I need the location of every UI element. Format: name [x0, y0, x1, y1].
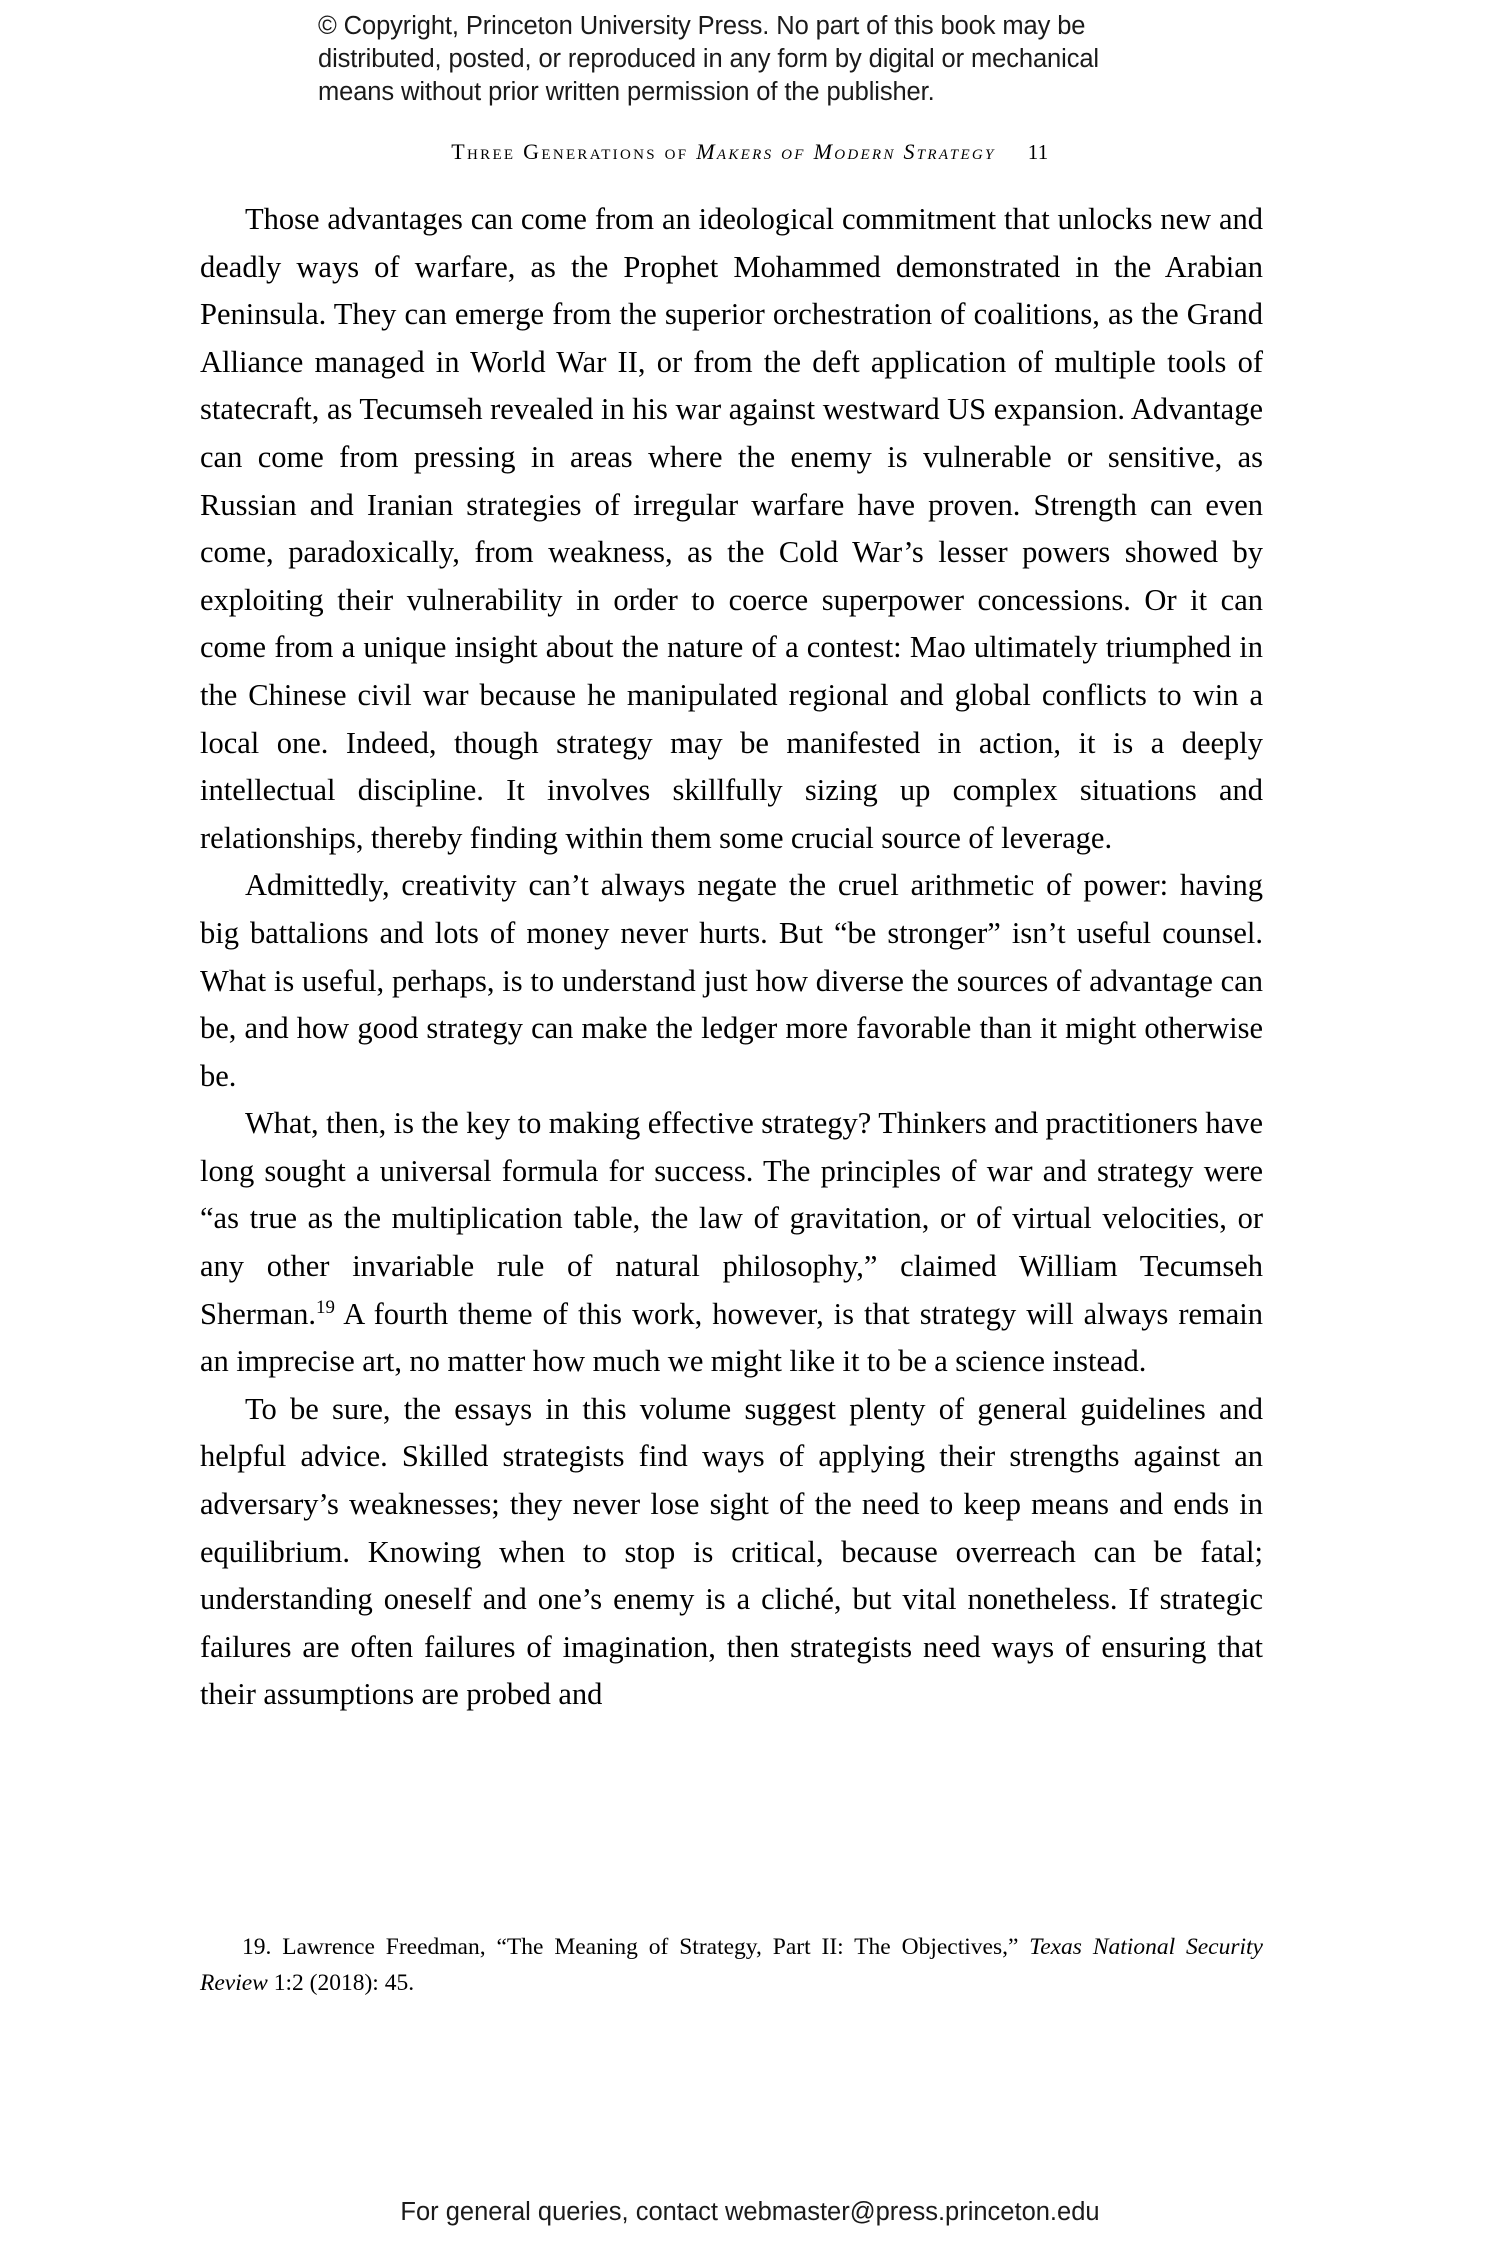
copyright-line-1: © Copyright, Princeton University Press. No part of this book may be [318, 12, 1086, 40]
footnote-number: 19. [242, 1934, 272, 1960]
copyright-line-2: distributed, posted, or reproduced in any form by digital or mechanical [318, 45, 1099, 73]
footnote-journal-title: Texas National Security Review [200, 1934, 1263, 1996]
paragraph-4: To be sure, the essays in this volume suggest plenty of general guidelines and helpful advice. Skilled strategists find ways of applying their strengths against an adversary’s weaknesses; they never lose sight of the need to keep means and ends in equilibrium. Knowing when to stop is critical, because overreach can be fatal; understanding oneself and one’s enemy is a cliché, but vital nonetheless. If strategic failures are often failures of imagination, then strategists need ways of ensuring that their assumptions are probed and [200, 1391, 1263, 1712]
footnote-19 [200, 1929, 1263, 2001]
running-head [0, 139, 1500, 165]
footnote-reference-19[interactable]: 19 [316, 1296, 335, 1318]
footnote-area [200, 1929, 1263, 2001]
paragraph-3-text-after-ref: A fourth theme of this work, however, is that strategy will always remain an imprecise art, no matter how much we might like it to be a science instead. [200, 1296, 1263, 1379]
running-head-roman: Three Generations of [451, 139, 697, 164]
paragraph-1: Those advantages can come from an ideological commitment that unlocks new and deadly ways of warfare, as the Prophet Mohammed demonstrated in the Arabian Peninsula. They can emerge from the superior orchestration of coalitions, as the Grand Alliance managed in World War II, or from the deft application of multiple tools of statecraft, as Tecumseh revealed in his war against westward US expansion. Advantage can come from pressing in areas where the enemy is vulnerable or sensitive, as Russian and Iranian strategies of irregular warfare have proven. Strength can even come, paradoxically, from weakness, as the Cold War’s lesser powers showed by exploiting their vulnerability in order to coerce superpower concessions. Or it can come from a unique insight about the nature of a contest: Mao ultimately triumphed in the Chinese civil war because he manipulated regional and global conflicts to win a local one. Indeed, though strategy may be manifested in action, it is a deeply intellectual discipline. It involves skillfully sizing up complex situations and relationships, thereby finding within them some crucial source of leverage. [200, 202, 1263, 855]
copyright-line-3: means without prior written permission of the publisher. [318, 78, 935, 106]
paragraph-2: Admittedly, creativity can’t always negate the cruel arithmetic of power: having big battalions and lots of money never hurts. But “be stronger” isn’t useful counsel. What is useful, perhaps, is to understand just how diverse the sources of advantage can be, and how good strategy can make the ledger more favorable than it might otherwise be. [200, 868, 1263, 1093]
footnote-text-after-title: 1:2 (2018): 45. [267, 1970, 415, 1996]
page-footer-text: For general queries, contact webmaster@press.princeton.edu [400, 2198, 1100, 2226]
paragraph-3-text-before-ref: What, then, is the key to making effective strategy? Thinkers and practitioners have long sought a universal formula for success. The principles of war and strategy were “as true as the multiplication table, the law of gravitation, or of virtual velocities, or any other invariable rule of natural philosophy,” claimed William Tecumseh Sherman. [200, 1106, 1263, 1331]
footnote-text-before-title: Lawrence Freedman, “The Meaning of Strategy, Part II: The Objectives,” [271, 1934, 1030, 1960]
running-head-italic-title: Makers of Modern Strategy [696, 139, 996, 164]
body-text [200, 196, 1263, 1719]
page-footer [0, 2196, 1500, 2228]
paragraph-3-with-footnote-ref [200, 1100, 1263, 1386]
page-number: 11 [1027, 140, 1049, 164]
copyright-notice [318, 10, 1158, 109]
